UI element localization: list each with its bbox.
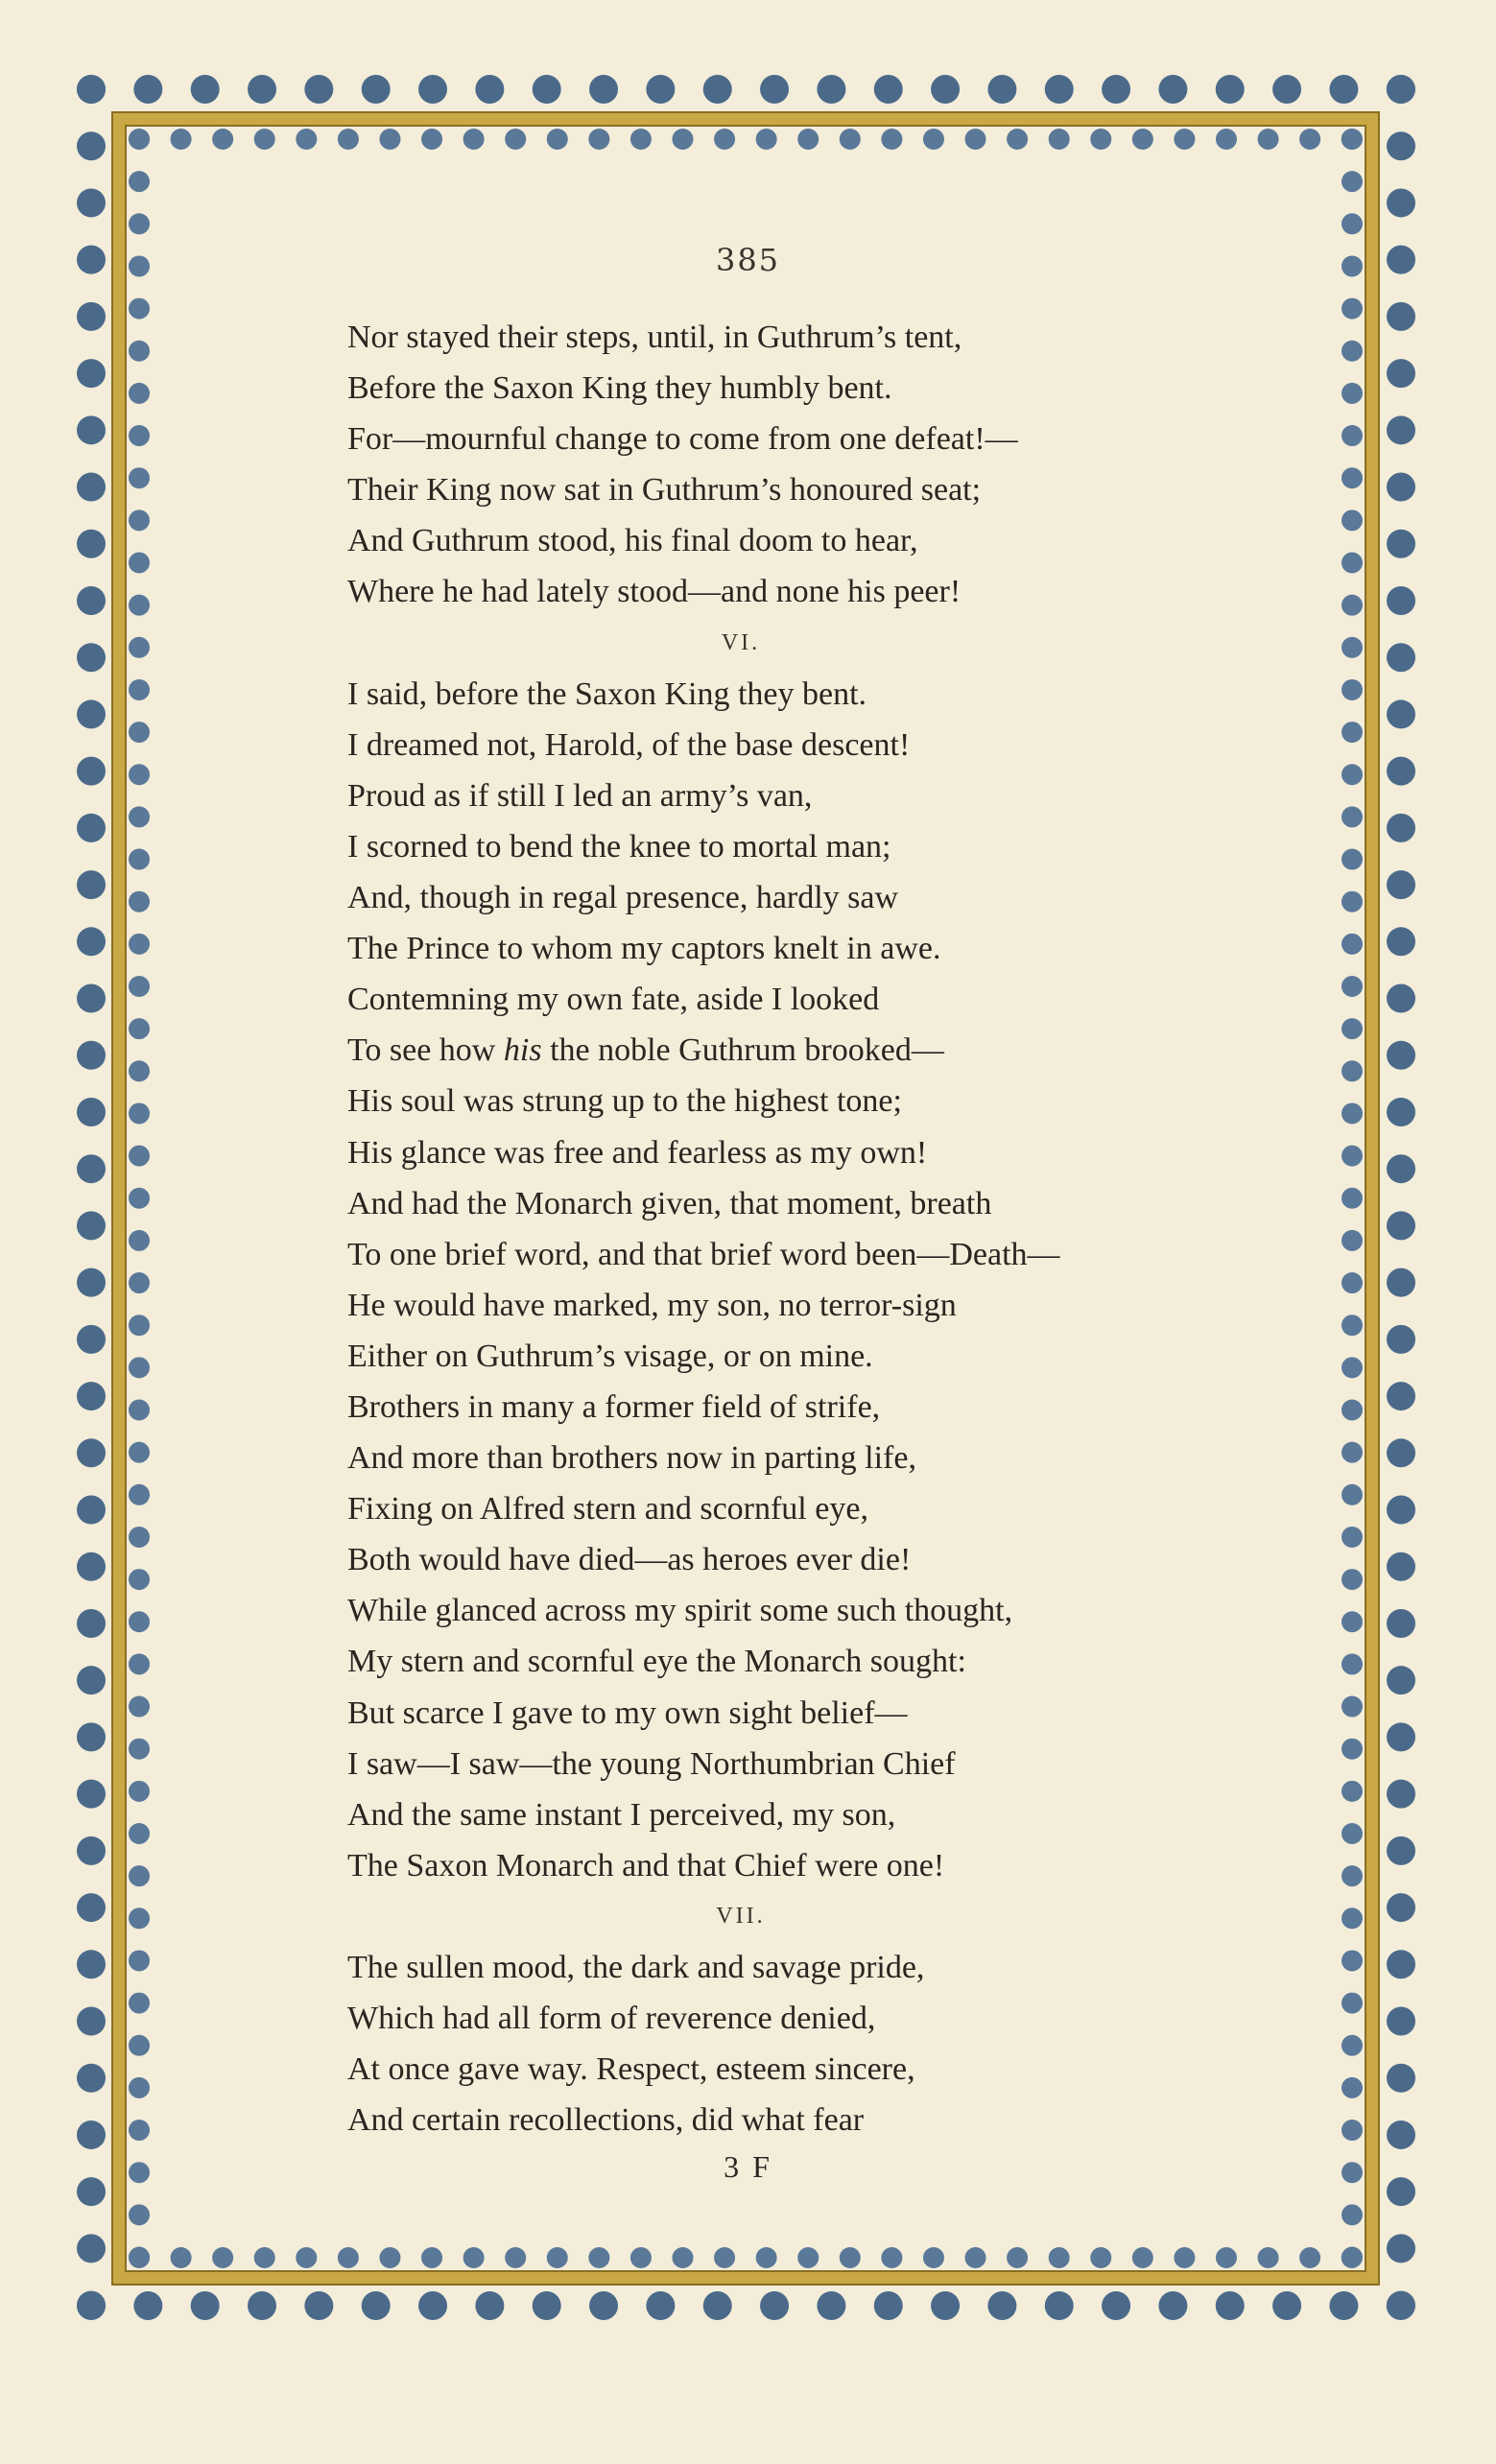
poem-line: Before the Saxon King they humbly bent.	[347, 370, 892, 407]
poem-line: And, though in regal presence, hardly saw	[347, 880, 899, 916]
poem-line: Where he had lately stood—and none his peer!	[347, 574, 962, 610]
poem-line: And the same instant I perceived, my son,	[347, 1796, 896, 1833]
signature-mark: 3 F	[724, 2149, 772, 2184]
poem-line: I saw—I saw—the young Northumbrian Chief	[347, 1745, 956, 1782]
poem-line: Proud as if still I led an army’s van,	[347, 777, 813, 814]
poem-line: Contemning my own fate, aside I looked	[347, 982, 880, 1018]
poem-line: Their King now sat in Guthrum’s honoured seat;	[347, 472, 982, 509]
poem-line: And certain recollections, did what fear	[347, 2102, 865, 2139]
poem-line: And Guthrum stood, his final doom to hear,	[347, 523, 918, 559]
line-text: the noble Guthrum brooked—	[541, 1032, 944, 1069]
poem-line: And more than brothers now in parting life,	[347, 1440, 916, 1477]
poem-line: I scorned to bend the knee to mortal man;	[347, 828, 891, 865]
poem-line: The sullen mood, the dark and savage pride,	[347, 1950, 925, 1985]
poem-line: To one brief word, and that brief word been—Death—	[347, 1236, 1060, 1272]
poem-line: His soul was strung up to the highest tone;	[347, 1083, 902, 1120]
poem-line: The Saxon Monarch and that Chief were one!	[347, 1847, 945, 1884]
poem-line: The Prince to whom my captors knelt in awe.	[347, 931, 941, 967]
poem-line: Either on Guthrum’s visage, or on mine.	[347, 1338, 873, 1374]
poem-text	[347, 312, 1259, 2145]
poem-line: But scarce I gave to my own sight belief—	[347, 1694, 908, 1731]
line-text: To see how	[347, 1032, 504, 1069]
poem-line: And had the Monarch given, that moment, breath	[347, 1185, 992, 1221]
poem-line: Which had all form of reverence denied,	[347, 2001, 876, 2037]
emphasized-word: his	[503, 1032, 542, 1069]
poem-line: Both would have died—as heroes ever die!	[347, 1542, 912, 1578]
poem-line: Fixing on Alfred stern and scornful eye,	[347, 1491, 868, 1528]
poem-line: At once gave way. Respect, esteem sincere,	[347, 2051, 915, 2088]
poem-line: His glance was free and fearless as my own!	[347, 1134, 928, 1171]
section-heading-vii: VII.	[716, 1903, 766, 1929]
poem-line: I dreamed not, Harold, of the base descent!	[347, 726, 911, 763]
section-heading-vi: VI.	[721, 629, 761, 655]
poem-line: I said, before the Saxon King they bent.	[347, 675, 867, 712]
poem-line: He would have marked, my son, no terror-sign	[347, 1287, 957, 1323]
poem-line: For—mournful change to come from one defeat!—	[347, 421, 1018, 458]
poem-line-emphasis	[347, 1025, 1259, 1076]
poem-line: My stern and scornful eye the Monarch sought:	[347, 1644, 966, 1680]
poem-line: Nor stayed their steps, until, in Guthrum’s tent,	[347, 320, 962, 355]
poem-line: Brothers in many a former field of strife,	[347, 1388, 881, 1425]
page-number: 385	[715, 242, 781, 278]
poem-line: While glanced across my spirit some such thought,	[347, 1593, 1013, 1629]
